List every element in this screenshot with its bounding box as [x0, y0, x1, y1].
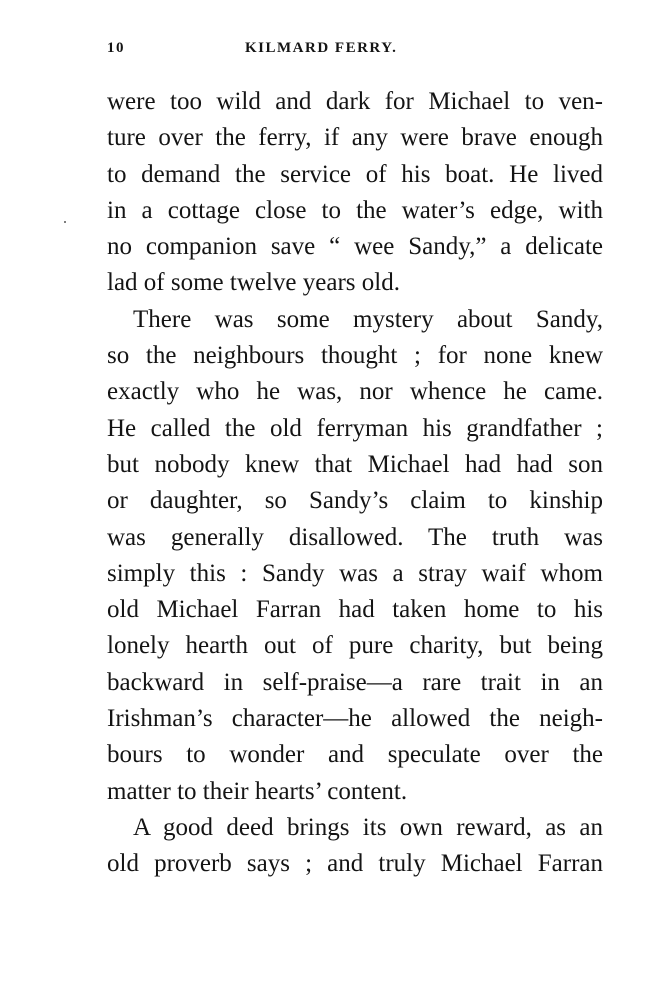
text-line: bours to wonder and speculate over the	[107, 741, 603, 769]
text-line: but nobody knew that Michael had had son	[107, 450, 603, 478]
text-line: simply this : Sandy was a stray waif whom	[107, 559, 603, 587]
page-number: 10	[107, 40, 125, 56]
text-line: exactly who he was, nor whence he came.	[107, 378, 603, 406]
text-line: so the neighbours thought ; for none knew	[107, 342, 603, 370]
text-line: A good deed brings its own reward, as an	[133, 813, 603, 841]
book-title: KILMARD FERRY.	[245, 40, 398, 56]
text-line: old proverb says ; and truly Michael Farran	[107, 850, 603, 878]
text-line: were too wild and dark for Michael to ven-	[107, 88, 603, 115]
text-line: old Michael Farran had taken home to his	[107, 596, 603, 624]
body-text	[107, 84, 603, 883]
text-line: or daughter, so Sandy’s claim to kinship	[107, 487, 603, 515]
text-line: was generally disallowed. The truth was	[107, 523, 603, 551]
text-line: lonely hearth out of pure charity, but being	[107, 632, 603, 660]
text-line: no companion save “ wee Sandy,” a delicate	[107, 233, 603, 261]
text-line: He called the old ferryman his grandfather ;	[107, 414, 603, 442]
text-line: backward in self-praise—a rare trait in an	[107, 668, 603, 696]
text-line: ture over the ferry, if any were brave enough	[107, 124, 603, 152]
text-line: There was some mystery about Sandy,	[133, 305, 603, 333]
text-line: in a cottage close to the water’s edge, with	[107, 196, 603, 224]
text-line: lad of some twelve years old.	[107, 269, 400, 297]
text-line: to demand the service of his boat. He lived	[107, 160, 603, 188]
text-line: matter to their hearts’ content.	[107, 777, 408, 805]
ink-speck	[64, 221, 66, 223]
text-line: Irishman’s character—he allowed the neigh-	[107, 705, 603, 733]
running-head	[107, 40, 603, 64]
